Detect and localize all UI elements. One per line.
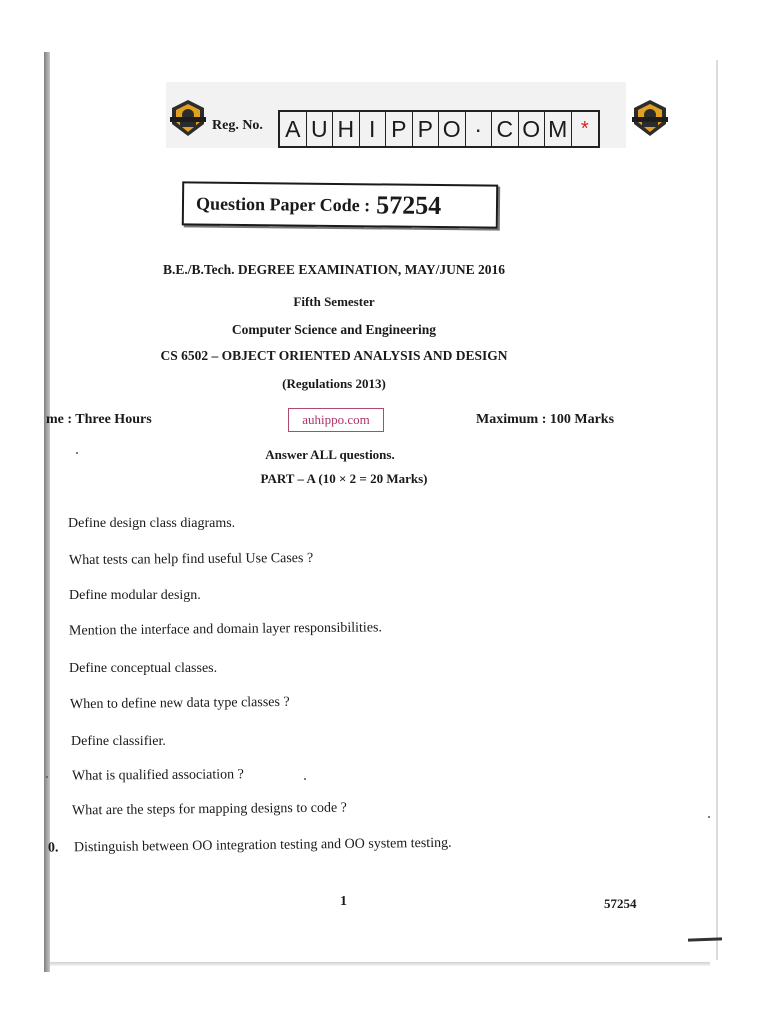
question-number: 0. — [47, 840, 59, 856]
question-text: What is qualified association ? — [71, 767, 244, 784]
question-item — [68, 516, 235, 532]
reg-number-box: C — [492, 112, 519, 146]
scan-left-edge — [44, 52, 50, 972]
part-a-heading: PART – A (10 × 2 = 20 Marks) — [260, 471, 428, 486]
exam-regulations: (Regulations 2013) — [282, 376, 386, 391]
reg-number-box: A — [280, 112, 307, 146]
exam-department: Computer Science and Engineering — [231, 322, 437, 337]
reg-number-box: I — [360, 112, 387, 146]
question-text: When to define new data type classes ? — [69, 694, 290, 713]
question-paper-code-value: 57254 — [376, 190, 442, 221]
scan-speck — [76, 452, 78, 454]
question-item — [69, 588, 201, 604]
question-text: Define conceptual classes. — [69, 661, 218, 676]
scan-speck — [708, 816, 710, 818]
watermark-badge: auhippo.com — [288, 408, 384, 432]
question-text: Define modular design. — [69, 588, 201, 603]
question-item — [71, 734, 166, 750]
exam-semester: Fifth Semester — [293, 294, 375, 309]
reg-number-box: * — [580, 118, 589, 140]
exam-title: B.E./B.Tech. DEGREE EXAMINATION, MAY/JUNE 2016 — [163, 262, 505, 277]
question-item — [69, 551, 313, 569]
exam-max-marks: Maximum : 100 Marks — [476, 412, 615, 427]
auhippo-logo-icon — [168, 98, 208, 138]
question-item — [72, 767, 244, 784]
question-item — [69, 661, 217, 677]
question-text: Distinguish between OO integration testing and OO system testing. — [73, 835, 452, 856]
scan-speck — [46, 776, 48, 778]
question-item — [69, 620, 382, 639]
question-text: What tests can help find useful Use Cases ? — [68, 550, 314, 569]
reg-number-box: O — [519, 112, 546, 146]
question-item — [70, 695, 290, 713]
scan-right-edge — [716, 60, 718, 960]
footer-paper-code: 57254 — [604, 896, 637, 911]
question-item — [72, 801, 347, 820]
reg-number-boxes — [278, 110, 600, 148]
question-item — [47, 835, 452, 857]
reg-number-box: O — [439, 112, 466, 146]
scan-bottom-edge — [50, 962, 710, 966]
question-text: Mention the interface and domain layer responsibilities. — [68, 620, 383, 639]
question-text: Define design class diagrams. — [68, 516, 236, 531]
reg-number-box: H — [333, 112, 360, 146]
reg-number-box: P — [386, 112, 413, 146]
exam-course: CS 6502 – OBJECT ORIENTED ANALYSIS AND DESIGN — [160, 348, 508, 363]
exam-duration: me : Three Hours — [46, 412, 152, 427]
question-paper-code-label: Question Paper Code : — [195, 192, 371, 215]
question-paper-code-box — [182, 181, 498, 228]
answer-all-instruction: Answer ALL questions. — [265, 447, 395, 462]
auhippo-logo-icon — [630, 98, 670, 138]
reg-number-label: Reg. No. — [212, 118, 263, 133]
question-text: What are the steps for mapping designs to code ? — [71, 800, 347, 819]
reg-number-box: · — [466, 112, 493, 146]
reg-number-box: U — [307, 112, 334, 146]
scan-speck — [304, 778, 306, 780]
reg-number-box: M — [545, 112, 572, 146]
question-text: Define classifier. — [71, 734, 166, 749]
reg-number-box: P — [413, 112, 440, 146]
page-number: 1 — [340, 894, 347, 909]
